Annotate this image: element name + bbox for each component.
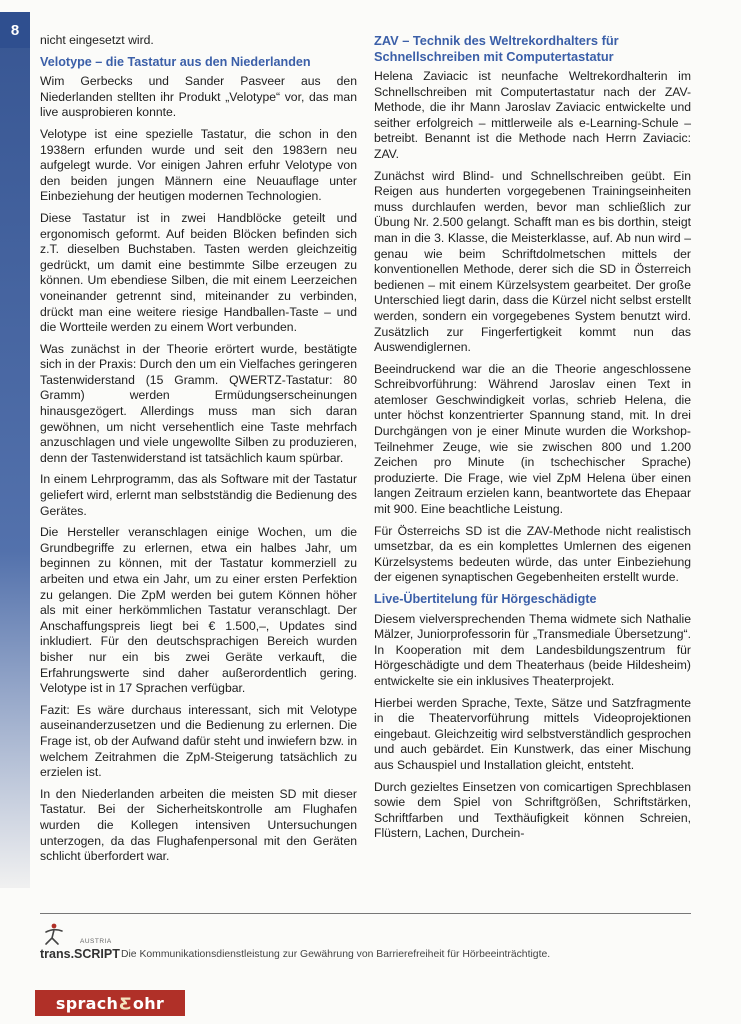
left-paragraph: In den Niederlanden arbeiten die meisten SD mit dieser Tastatur. Bei der Sicherheitskontrolle am Flughafen wurden die Kollegen intensiven Untersuchungen unterzogen, da das Flughafenpersonal mit den Geräten schlicht überfordert war. xyxy=(40,786,357,864)
left-paragraph: In einem Lehrprogramm, das als Software mit der Tastatur geliefert wird, erlernt man selbstständig die Bedienung des Gerätes. xyxy=(40,472,357,518)
right-column xyxy=(374,33,691,848)
logo-name: trans.SCRIPT xyxy=(40,947,120,961)
right-paragraph: Durch gezieltes Einsetzen von comicartigen Sprechblasen sowie dem Spiel von Schriftgrößen, Schriftstärken, Schriftfarben und Texthäufigkeit können Schreien, Flüstern, Lachen, Durchein- xyxy=(374,779,691,841)
person-icon xyxy=(42,922,72,946)
velotype-heading: Velotype – die Tastatur aus den Niederlanden xyxy=(40,54,311,69)
side-color-bar xyxy=(0,48,30,888)
intro-text: nicht eingesetzt wird. xyxy=(40,33,154,47)
footer-divider xyxy=(40,913,691,914)
left-paragraph: Was zunächst in der Theorie erörtert wurde, bestätigte sich in der Praxis: Durch den um ein Vielfaches geringeren Tastenwiderstand (15 Gramm. QWERTZ-Tastatur: 80 Gramm) werden Ermüdungserscheinungen hinausgezögert. Allerdings muss man sich daran gewöhnen, um nicht versehentlich eine Taste mehrfach anzuschlagen und viele ungewollte Silben zu produzieren, denn der Tastenwiderstand ist tatsächlich kaum spürbar. xyxy=(40,341,357,465)
sprachohr-logo xyxy=(35,990,185,1016)
right-paragraph: Diesem vielversprechenden Thema widmete sich Nathalie Mälzer, Juniorprofessorin für „Transmediale Übersetzung“. In Kooperation mit dem Landesbildungszentrum für Hörgeschädigte und dem Theaterhaus (beide Hildesheim) entwickelte sie ein inklusives Theaterprojekt. xyxy=(374,611,691,688)
left-column xyxy=(40,33,357,871)
page-number: 8 xyxy=(0,12,30,48)
right-paragraph: Hierbei werden Sprache, Texte, Sätze und Satzfragmente in die Theatervorführung mittels Videoprojektionen eingebaut. Gleichzeitig wird selbstverständlich gesprochen und auch gebärdet. Ein Kunstwerk, das einer Mischung aus Schauspiel und Installation gleicht, entsteht. xyxy=(374,695,691,772)
left-paragraph: Die Hersteller veranschlagen einige Wochen, um die Grundbegriffe zu erlernen, etwa ein halbes Jahr, um beginnen zu können, mit der Tastatur kommerziell zu arbeiten und etwa ein Jahr, um zu einer ersten Perfektion zu gelangen. Die ZpM werden bei gutem Können höher als mit einer herkömmlichen Tastatur veranschlagt. Der Anschaffungspreis liegt bei € 1.500,–, Updates sind inkludiert. Für den deutschsprachigen Bereich wurden bisher nur ein bis zwei Geräte verkauft, die Erfahrungswerte sind daher außerordentlich gering. Velotype ist in 17 Sprachen verfügbar. xyxy=(40,525,357,696)
brand-left: sprach xyxy=(55,993,119,1013)
footer-tagline: Die Kommunikationsdienstleistung zur Gewährung von Barrierefreiheit für Hörbeeinträchtigte. xyxy=(121,949,551,960)
brand-separator: Ƹ xyxy=(119,993,132,1013)
left-paragraph: Wim Gerbecks und Sander Pasveer aus den Niederlanden stellten ihr Produkt „Velotype“ vor, das man live ausprobieren konnte. xyxy=(40,74,357,120)
left-paragraph: Velotype ist eine spezielle Tastatur, die schon in den 1938ern erfunden wurde und seit den 1983ern neu aufgelegt wurde. Vor einigen Jahren erfuhr Velotype von den beiden jungen Männern eine Neuauflage unter Einbeziehung der heutigen modernen Technologien. xyxy=(40,126,357,204)
right-paragraph: Beeindruckend war die an die Theorie angeschlossene Schreibvorführung: Während Jaroslav einen Text in atemloser Geschwindigkeit vorlas, schrieb Helena, die unter höchst konzentrierter Spannung stand, mit. In drei Durchgängen von je einer Minute wurden die Workshop-Teilnehmer Zeuge, wie sie zwischen 800 und 1.200 Zeichen pro Minute (in tschechischer Sprache) produzierte. Die Frage, wie viel ZpM Helena über einen langen Zeitraum erzielen kann, beantwortete das Ehepaar mit 900. Eine beachtliche Leistung. xyxy=(374,361,691,517)
logo-austria: AUSTRIA xyxy=(80,938,112,945)
live-subtitling-heading: Live-Übertitelung für Hörgeschädigte xyxy=(374,592,597,606)
transscript-logo xyxy=(40,922,120,962)
left-paragraph: Fazit: Es wäre durchaus interessant, sich mit Velotype auseinanderzusetzen und die Bedienung zu erlernen. Die Frage ist, ob der Aufwand dafür steht und inwiefern bzw. in welchem Zeitrahmen die ZpM-Steigerung tatsächlich zu erzielen ist. xyxy=(40,702,357,780)
brand-right: ohr xyxy=(132,993,165,1013)
right-paragraph: Für Österreichs SD ist die ZAV-Methode nicht realistisch umsetzbar, da es ein komplettes Umlernen des eigenen Kürzelsystems bedeuten würde, das unter Einbeziehung der eigenen synaptischen Gegebenheiten erstellt wurde. xyxy=(374,523,691,585)
right-paragraph: Zunächst wird Blind- und Schnellschreiben geübt. Ein Reigen aus hunderten vorgegebenen Trainingseinheiten muss durchlaufen werden, bevor man schließlich zur Übung Nr. 2.500 gelangt. Schafft man es bis dorthin, steigt man in die 3. Klasse, die Meisterklasse, auf. Ab nun wird – genau wie beim Schriftdolmetschen mittels der konventionellen Methode, derer sich die SD in Österreich bedienen – mit einem Kürzelsystem gearbeitet. Der große Unterschied liegt darin, dass die Kürzel nicht selbst erstellt werden, sondern ein vorgegebenes System benutzt wird. Zusätzlich zur Fingerfertigkeit kommt nun das Auswendiglernen. xyxy=(374,168,691,355)
zav-heading: ZAV – Technik des Weltrekordhalters für Schnellschreiben mit Computertastatur xyxy=(374,33,619,64)
right-paragraph: Helena Zaviacic ist neunfache Weltrekordhalterin im Schnellschreiben mit Computertastatur nach der ZAV-Methode, die ihr Mann Jaroslav Zaviacic entwickelte und seither erfolgreich – mittlerweile als e-Learning-Schule – betreibt. Benannt ist die Methode nach Herrn Zaviacic: ZAV. xyxy=(374,69,691,161)
left-paragraph: Diese Tastatur ist in zwei Handblöcke geteilt und ergonomisch geformt. Auf beiden Blöcken befinden sich z.T. dieselben Buchstaben. Tasten werden gleichzeitig gedrückt, um damit eine bestimmte Silbe erzeugen zu können. Um ebendiese Silben, die mit einem Leerzeichen voneinander getrennt sind, miteinander zu verbinden, drückt man eine weitere riesige Handballen-Taste – und die Wortteile werden zu einem Wort verbunden. xyxy=(40,210,357,335)
